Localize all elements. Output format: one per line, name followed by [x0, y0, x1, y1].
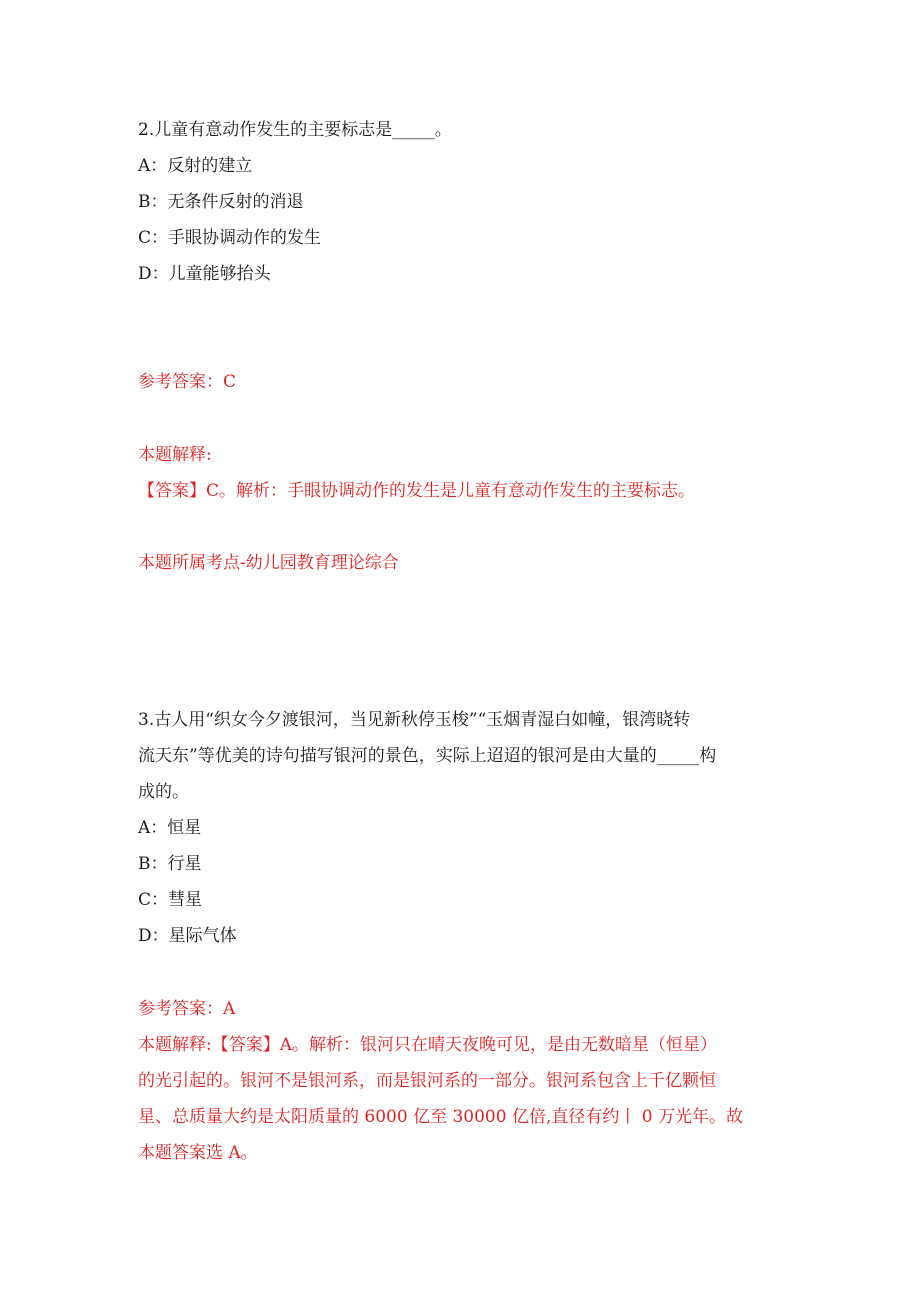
question-2-topic: 本题所属考点-幼儿园教育理论综合: [138, 553, 399, 573]
question-2-stem: 2.儿童有意动作发生的主要标志是_____。: [138, 120, 452, 140]
question-3-stem-line-2: 流天东”等优美的诗句描写银河的景色，实际上迢迢的银河是由大量的_____构: [138, 746, 717, 766]
question-2-option-d: D：儿童能够抬头: [138, 264, 271, 284]
question-2-explanation: 【答案】C。解析：手眼协调动作的发生是儿童有意动作发生的主要标志。: [138, 481, 696, 501]
question-2-option-c: C：手眼协调动作的发生: [138, 228, 322, 248]
question-3-option-a: A：恒星: [138, 818, 202, 838]
question-2-explanation-label: 本题解释:: [138, 445, 212, 465]
question-3-explanation-line-2: 的光引起的。银河不是银河系，而是银河系的一部分。银河系包含上千亿颗恒: [138, 1071, 716, 1091]
question-3-option-d: D：星际气体: [138, 926, 237, 946]
question-3-explanation-line-3: 星、总质量大约是太阳质量的 6000 亿至 30000 亿倍,直径有约丨 0 万光年。故: [138, 1107, 743, 1127]
question-3-option-b: B：行星: [138, 854, 202, 874]
question-2-option-a: A：反射的建立: [138, 156, 253, 176]
question-3-explanation-line-4: 本题答案选 A。: [138, 1143, 258, 1163]
question-2-option-b: B：无条件反射的消退: [138, 192, 304, 212]
question-3-answer: 参考答案：A: [138, 999, 236, 1019]
question-2-answer: 参考答案：C: [138, 372, 237, 392]
question-3-explanation-line-1: 本题解释:【答案】A。解析：银河只在晴天夜晚可见，是由无数暗星（恒星）: [138, 1035, 718, 1055]
question-3-option-c: C：彗星: [138, 890, 203, 910]
question-3-stem-line-3: 成的。: [138, 782, 189, 802]
question-3-stem-line-1: 3.古人用“织女今夕渡银河，当见新秋停玉梭”“玉烟青湿白如幢，银湾晓转: [138, 710, 691, 730]
